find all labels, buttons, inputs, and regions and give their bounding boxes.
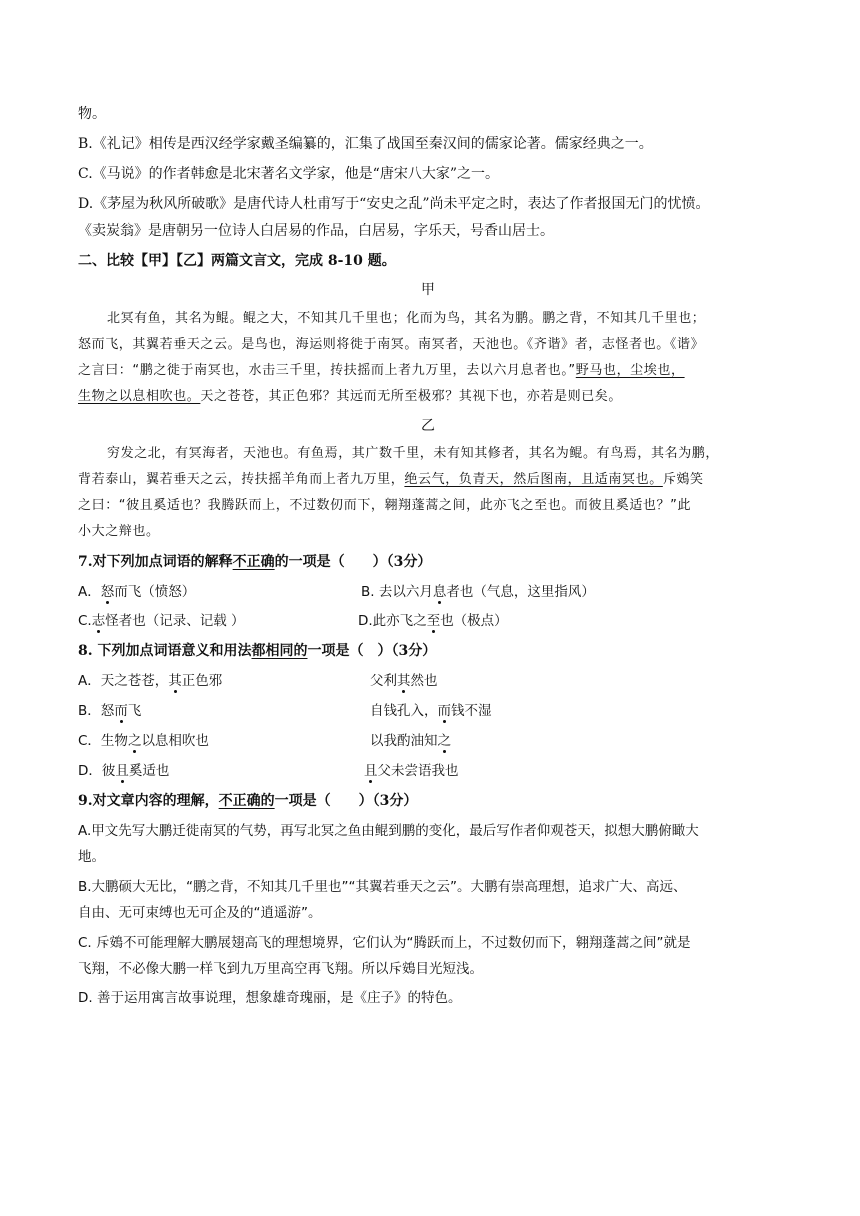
dotted-word: 其	[168, 673, 182, 689]
q7-option-d	[358, 611, 508, 631]
dotted-word: 之	[437, 733, 451, 749]
dotted-word: 其	[397, 673, 411, 689]
q8-option-b-left	[78, 701, 141, 721]
dotted-word: 之	[127, 733, 142, 749]
option-text: D.此亦飞之	[358, 613, 427, 629]
passage-jia-line	[78, 361, 685, 381]
q8-option-a-right	[370, 671, 438, 691]
option-text: 父利	[370, 673, 397, 689]
passage-yi-title: 乙	[421, 418, 435, 434]
passage-text: 之言曰：“鹏之徙于南冥也，水击三千里，抟扶摇而上者九万里，去以六月息者也。”	[78, 363, 576, 378]
option-text: 父未尝语我也	[377, 763, 459, 779]
option-text: 也（极点）	[440, 613, 508, 629]
prev-option-d: D.《茅屋为秋风所破歌》是唐代诗人杜甫写于“安史之乱”尚未平定之时，表达了作者报国无门的忧愤。	[78, 196, 710, 212]
option-text: 以我酌油知	[370, 733, 438, 749]
q9-option-a: A.甲文先写大鹏迁徙南冥的气势，再写北冥之鱼由鲲到鹏的变化，最后写作者仰观苍天，拟想大鹏俯瞰大	[78, 823, 699, 839]
dotted-word: 且	[115, 763, 129, 779]
stem-text: 一项是（ ）（3分）	[274, 793, 418, 809]
option-text: B．怒	[78, 703, 115, 719]
passage-jia-line: 怒而飞，其翼若垂天之云。是鸟也，海运则将徙于南冥。南冥者，天池也。《齐谐》者，志怪者也。《谐》	[78, 337, 705, 352]
passage-jia-line	[78, 387, 622, 407]
stem-text: 7.对下列加点词语的解释	[78, 554, 233, 570]
question-9-stem	[78, 791, 417, 811]
underlined-phrase: 生物之以息相吹也。	[78, 389, 201, 404]
dotted-word: 而	[114, 703, 128, 719]
option-text: 者也（气息，这里指风）	[446, 584, 595, 600]
option-text: 而飞（愤怒）	[114, 584, 196, 600]
stem-text: 9.对文章内容的理解，	[78, 793, 219, 809]
option-text: 自钱孔入，	[370, 703, 438, 719]
prev-option-line: 物。	[78, 106, 106, 122]
passage-yi-line: 小大之辩也。	[78, 524, 160, 539]
stem-text: 8. 下列加点词语意义和用法	[78, 643, 252, 659]
option-text: 然也	[410, 673, 438, 689]
option-text: 奚适也	[128, 763, 170, 779]
q9-option-c-cont: 飞翔，不必像大鹏一样飞到九万里高空再飞翔。所以斥鴳目光短浅。	[78, 961, 483, 977]
passage-yi-line: 穷发之北，有冥海者，天池也。有鱼焉，其广数千里，未有知其修者，其名为鲲。有鸟焉，其名为鹏，	[107, 446, 720, 461]
stem-emphasis: 都相同的	[251, 643, 308, 659]
option-text: A．天之苍苍，	[78, 673, 169, 689]
dotted-word: 且	[364, 763, 378, 779]
q8-option-c-left	[78, 731, 209, 751]
section-heading: 二、比较【甲】【乙】两篇文言文，完成 8-10 题。	[78, 253, 396, 269]
option-text: 钱不湿	[451, 703, 492, 719]
q8-option-d-right	[364, 761, 459, 781]
passage-jia-line: 北冥有鱼，其名为鲲。鲲之大，不知其几千里也；化而为鸟，其名为鹏。鹏之背，不知其几千里也；	[107, 311, 706, 326]
stem-emphasis: 不正确	[232, 554, 275, 570]
option-text: 怪者也（记录、记载 ）	[105, 613, 245, 629]
passage-text: 斥鴳笑	[662, 472, 704, 487]
prev-option-c: C.《马说》的作者韩愈是北宋著名文学家，他是“唐宋八大家”之一。	[78, 166, 499, 182]
dotted-word: 志	[91, 613, 106, 629]
dotted-word: 息	[432, 584, 447, 600]
question-8-stem	[78, 641, 436, 661]
option-text: 以息相吹也	[141, 733, 209, 749]
q9-option-b: B.大鹏硕大无比，“鹏之背，不知其几千里也”“其翼若垂天之云”。大鹏有崇高理想，追求广大、高远、	[78, 879, 687, 895]
stem-text: 一项是（ ）（3分）	[307, 643, 437, 659]
option-text: C.	[78, 613, 92, 629]
q9-option-b-cont: 自由、无可束缚也无可企及的“逍遥游”。	[78, 905, 322, 921]
prev-option-d-cont: 《卖炭翁》是唐朝另一位诗人白居易的作品，白居易，字乐天，号香山居士。	[78, 223, 554, 239]
q8-option-a-left	[78, 671, 222, 691]
prev-option-b: B.《礼记》相传是西汉经学家戴圣编纂的，汇集了战国至秦汉间的儒家论著。儒家经典之一。	[78, 136, 653, 152]
question-7-stem	[78, 552, 431, 572]
q9-option-d: D. 善于运用寓言故事说理，想象雄奇瑰丽，是《庄子》的特色。	[78, 990, 462, 1006]
q8-option-c-right	[370, 731, 451, 751]
stem-emphasis: 不正确的	[218, 793, 275, 809]
dotted-word: 至	[426, 613, 441, 629]
passage-text: 天之苍苍，其正色邪？其远而无所至极邪？其视下也，亦若是则已矣。	[200, 389, 623, 404]
option-text: A．	[78, 584, 101, 600]
option-text: 正色邪	[181, 673, 223, 689]
passage-yi-line	[78, 470, 704, 490]
underlined-phrase: 绝云气，负青天，然后图南，且适南冥也。	[404, 472, 663, 487]
passage-text: 背若泰山，翼若垂天之云，抟扶摇羊角而上者九万里，	[78, 472, 405, 487]
option-text: B. 去以六月	[361, 584, 433, 600]
q7-option-a	[78, 582, 195, 602]
stem-text: 的一项是（ ）（3分）	[274, 554, 432, 570]
option-text: C．生物	[78, 733, 128, 749]
q7-option-c	[78, 611, 245, 631]
q7-option-b	[361, 582, 595, 602]
dotted-word: 而	[437, 703, 451, 719]
q8-option-b-right	[370, 701, 492, 721]
underlined-phrase: 野马也，尘埃也，	[575, 363, 685, 378]
passage-yi-line: 之曰：“彼且奚适也？我腾跃而上，不过数仞而下，翱翔蓬蒿之间，此亦飞之至也。而彼且奚适也？”此	[78, 498, 692, 513]
q9-option-a-cont: 地。	[78, 849, 105, 865]
dotted-word: 怒	[100, 584, 115, 600]
option-text: 飞	[127, 703, 142, 719]
q8-option-d-left	[78, 761, 169, 781]
option-text: D．彼	[78, 763, 116, 779]
q9-option-c: C. 斥鴳不可能理解大鹏展翅高飞的理想境界，它们认为“腾跃而上，不过数仞而下，翱翔蓬蒿之间”就是	[78, 935, 691, 951]
passage-jia-title: 甲	[421, 282, 435, 298]
